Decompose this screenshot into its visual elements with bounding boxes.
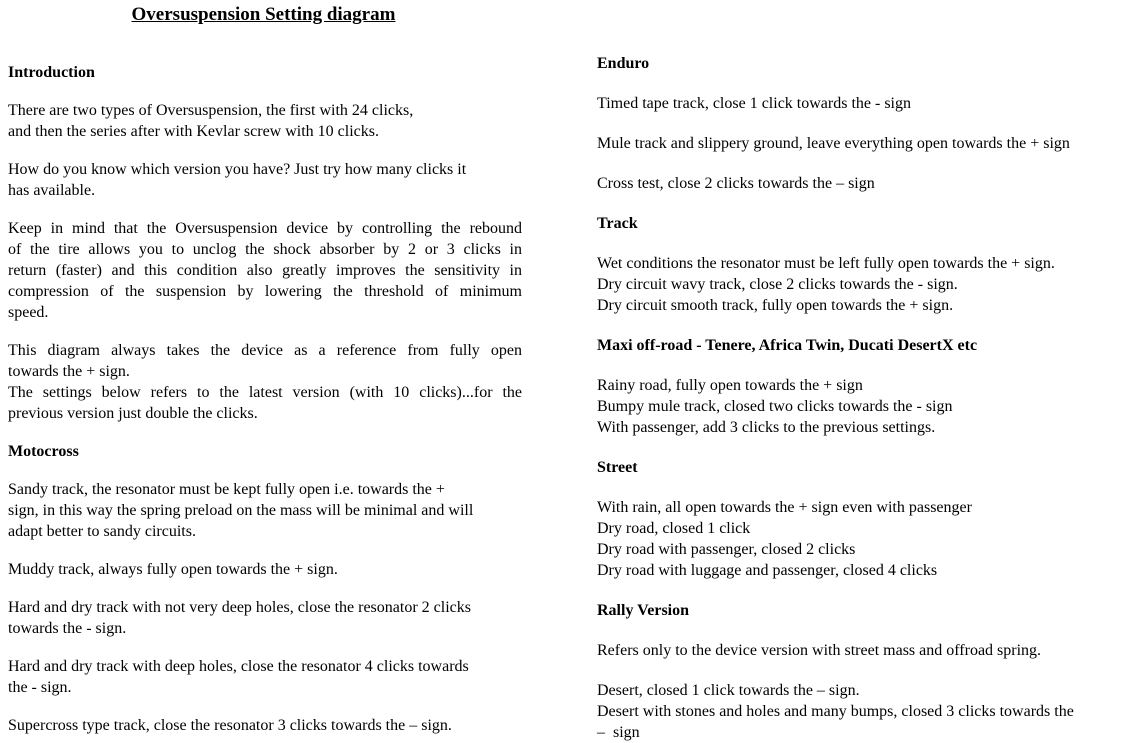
right-heading-4: Track bbox=[597, 215, 638, 232]
text-line: speed. bbox=[8, 304, 49, 321]
text-line: With passenger, add 3 clicks to the previous settings. bbox=[597, 419, 936, 436]
left-para-7 bbox=[8, 559, 522, 580]
right-heading-6: Maxi off-road - Tenere, Africa Twin, Ducati DesertX etc bbox=[597, 337, 978, 354]
text-line: Refers only to the device version with street mass and offroad spring. bbox=[597, 642, 1042, 659]
text-line: Desert with stones and holes and many bumps, closed 3 clicks towards the bbox=[597, 703, 1074, 720]
text-line: Wet conditions the resonator must be left fully open towards the + sign. bbox=[597, 255, 1055, 272]
text-line: Dry road with luggage and passenger, closed 4 clicks bbox=[597, 562, 938, 579]
text-line: return (faster) and this condition also greatly improves the sensitivity in bbox=[8, 262, 522, 279]
text-line: Mule track and slippery ground, leave everything open towards the + sign bbox=[597, 135, 1070, 152]
left-para-8 bbox=[8, 597, 522, 639]
text-line: Keep in mind that the Oversuspension device by controlling the rebound bbox=[8, 220, 522, 237]
text-line: Dry circuit wavy track, close 2 clicks towards the - sign. bbox=[597, 276, 958, 293]
right-para-12 bbox=[597, 680, 1125, 743]
text-line: Muddy track, always fully open towards the + sign. bbox=[8, 561, 338, 578]
left-para-2 bbox=[8, 159, 522, 201]
text-line: Dry circuit smooth track, fully open towards the + sign. bbox=[597, 297, 954, 314]
right-para-5 bbox=[597, 253, 1125, 316]
left-column bbox=[8, 62, 522, 743]
text-line: Bumpy mule track, closed two clicks towards the - sign bbox=[597, 398, 953, 415]
left-para-3 bbox=[8, 218, 522, 323]
left-para-4 bbox=[8, 340, 522, 424]
text-line: Dry road with passenger, closed 2 clicks bbox=[597, 541, 856, 558]
left-para-1 bbox=[8, 100, 522, 142]
text-line: has available. bbox=[8, 182, 96, 199]
right-heading-10: Rally Version bbox=[597, 602, 690, 619]
text-line: Sandy track, the resonator must be kept fully open i.e. towards the + bbox=[8, 481, 445, 498]
right-para-2 bbox=[597, 133, 1125, 154]
text-line: – sign bbox=[597, 724, 640, 741]
text-line: Cross test, close 2 clicks towards the – sign bbox=[597, 175, 875, 192]
text-line: previous version just double the clicks. bbox=[8, 405, 258, 422]
text-line: Supercross type track, close the resonator 3 clicks towards the – sign. bbox=[8, 717, 452, 734]
text-line: of the tire allows you to unclog the shock absorber by 2 or 3 clicks in bbox=[8, 241, 522, 258]
right-column bbox=[597, 53, 1125, 743]
text-line: the - sign. bbox=[8, 679, 72, 696]
left-para-10 bbox=[8, 715, 522, 736]
left-para-6 bbox=[8, 479, 522, 542]
right-para-7 bbox=[597, 375, 1125, 438]
right-para-11 bbox=[597, 640, 1125, 661]
text-line: Rainy road, fully open towards the + sign bbox=[597, 377, 863, 394]
text-line: Hard and dry track with not very deep holes, close the resonator 2 clicks bbox=[8, 599, 471, 616]
text-line: Timed tape track, close 1 click towards the - sign bbox=[597, 95, 911, 112]
right-para-3 bbox=[597, 173, 1125, 194]
text-line: Hard and dry track with deep holes, close the resonator 4 clicks towards bbox=[8, 658, 469, 675]
right-heading-8: Street bbox=[597, 459, 638, 476]
text-line: With rain, all open towards the + sign even with passenger bbox=[597, 499, 972, 516]
text-line: sign, in this way the spring preload on the mass will be minimal and will bbox=[8, 502, 474, 519]
text-line: compression of the suspension by lowering the threshold of minimum bbox=[8, 283, 522, 300]
page-title: Oversuspension Setting diagram bbox=[131, 4, 396, 25]
text-line: The settings below refers to the latest version (with 10 clicks)...for the bbox=[8, 384, 522, 401]
text-line: Desert, closed 1 click towards the – sign. bbox=[597, 682, 860, 699]
right-para-1 bbox=[597, 93, 1125, 114]
left-heading-5: Motocross bbox=[8, 443, 79, 460]
text-line: This diagram always takes the device as a reference from fully open bbox=[8, 342, 522, 359]
text-line: towards the - sign. bbox=[8, 620, 127, 637]
text-line: Dry road, closed 1 click bbox=[597, 520, 751, 537]
text-line: adapt better to sandy circuits. bbox=[8, 523, 196, 540]
left-heading-0: Introduction bbox=[8, 64, 95, 81]
right-heading-0: Enduro bbox=[597, 55, 650, 72]
left-para-9 bbox=[8, 656, 522, 698]
text-line: and then the series after with Kevlar screw with 10 clicks. bbox=[8, 123, 379, 140]
right-para-9 bbox=[597, 497, 1125, 581]
text-line: There are two types of Oversuspension, the first with 24 clicks, bbox=[8, 102, 414, 119]
text-line: How do you know which version you have? Just try how many clicks it bbox=[8, 161, 467, 178]
text-line: towards the + sign. bbox=[8, 363, 130, 380]
